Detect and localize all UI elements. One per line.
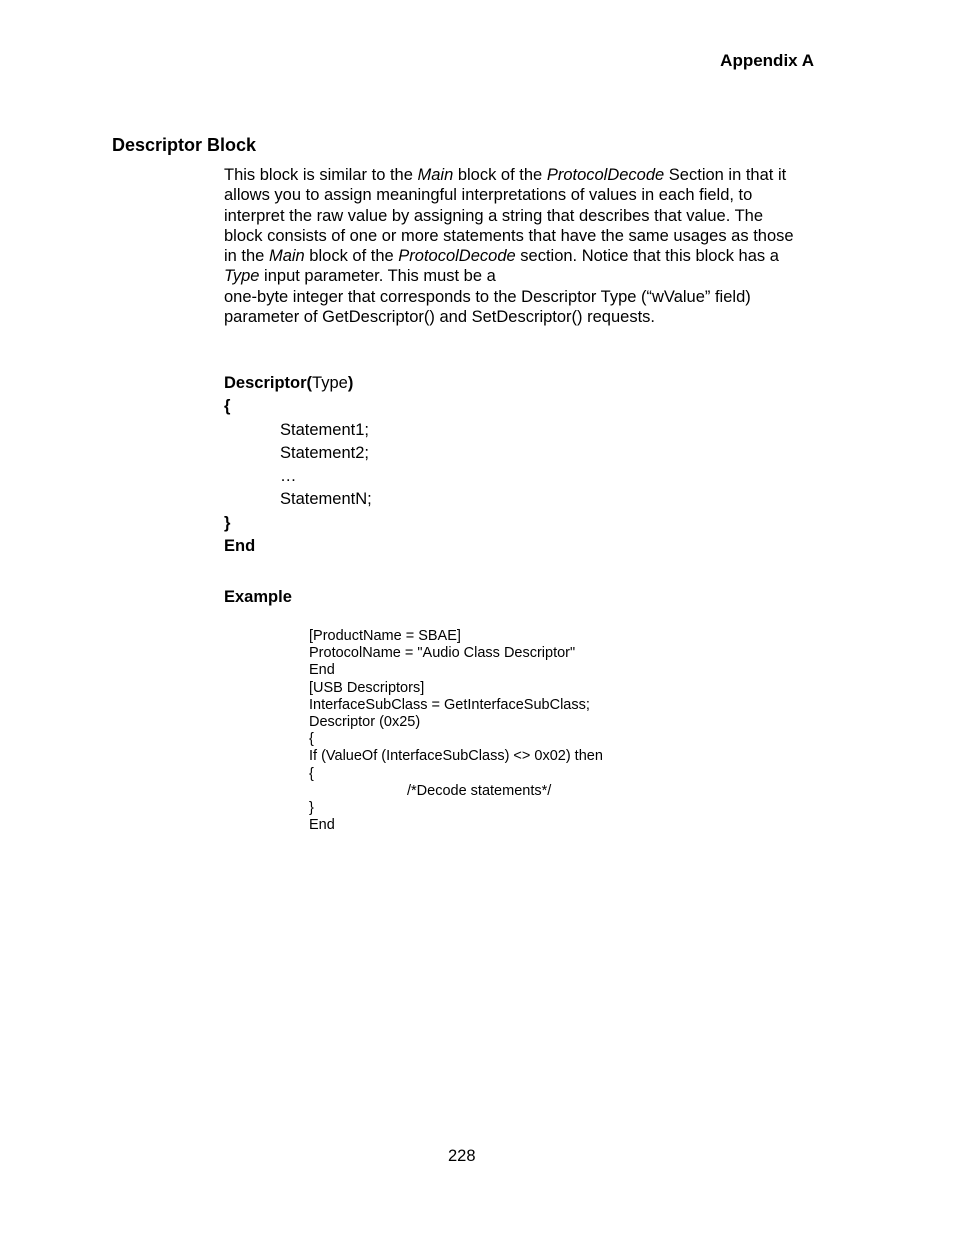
intro-line-6 xyxy=(224,266,824,286)
code-line: End xyxy=(309,662,335,679)
syntax-keyword: Descriptor( xyxy=(224,374,313,392)
code-line: { xyxy=(309,765,314,782)
intro-line-2: allows you to assign meaningful interpretations of values in each field, to xyxy=(224,186,753,205)
code-line: If (ValueOf (InterfaceSubClass) <> 0x02) then xyxy=(309,748,603,765)
code-line: Descriptor (0x25) xyxy=(309,713,421,730)
intro-text: Section in that it xyxy=(664,166,787,184)
appendix-header: Appendix A xyxy=(720,51,814,70)
code-line: /*Decode statements*/ xyxy=(407,782,552,799)
intro-line-3: interpret the raw value by assigning a string that describes that value. The xyxy=(224,206,763,225)
intro-italic: Main xyxy=(417,166,454,184)
intro-text: block of the xyxy=(304,247,399,266)
code-line: } xyxy=(309,799,314,816)
example-code-block xyxy=(309,628,603,834)
intro-line-8: parameter of GetDescriptor() and SetDescriptor() requests. xyxy=(224,308,655,327)
intro-line-1 xyxy=(224,165,824,185)
intro-text: input parameter. This must be a xyxy=(259,267,496,286)
intro-paragraph xyxy=(224,165,824,327)
syntax-close-paren: ) xyxy=(347,374,354,392)
syntax-end: End xyxy=(224,537,256,556)
section-title: Descriptor Block xyxy=(112,135,257,155)
intro-italic: Type xyxy=(224,267,260,286)
code-line: End xyxy=(309,817,335,834)
syntax-block xyxy=(224,372,372,558)
code-line: ProtocolName = "Audio Class Descriptor" xyxy=(309,645,576,662)
page-number: 228 xyxy=(448,1147,476,1165)
intro-line-5 xyxy=(224,246,824,266)
intro-italic: ProtocolDecode xyxy=(546,166,665,184)
intro-line-4: block consists of one or more statements that have the same usages as those xyxy=(224,226,794,245)
intro-text: This block is similar to the xyxy=(224,166,418,184)
syntax-statement: Statement1; xyxy=(280,420,369,439)
syntax-statement: StatementN; xyxy=(280,490,372,509)
syntax-signature xyxy=(224,372,372,395)
example-heading: Example xyxy=(224,588,292,606)
intro-text: section. Notice that this block has a xyxy=(515,247,779,266)
syntax-statement: Statement2; xyxy=(280,443,369,462)
code-line: InterfaceSubClass = GetInterfaceSubClass; xyxy=(309,696,590,713)
intro-italic: Main xyxy=(268,247,305,266)
syntax-param: Type xyxy=(312,374,348,392)
intro-text: in the xyxy=(224,247,269,266)
code-line: { xyxy=(309,731,314,748)
syntax-close-brace: } xyxy=(224,513,231,532)
intro-text: block of the xyxy=(453,166,547,184)
intro-italic: ProtocolDecode xyxy=(398,247,516,266)
code-line: [ProductName = SBAE] xyxy=(309,628,461,644)
syntax-open-brace: { xyxy=(224,397,231,416)
intro-line-7: one-byte integer that corresponds to the Descriptor Type (“wValue” field) xyxy=(224,287,751,306)
syntax-statement: … xyxy=(280,467,297,486)
code-line: [USB Descriptors] xyxy=(309,679,425,696)
